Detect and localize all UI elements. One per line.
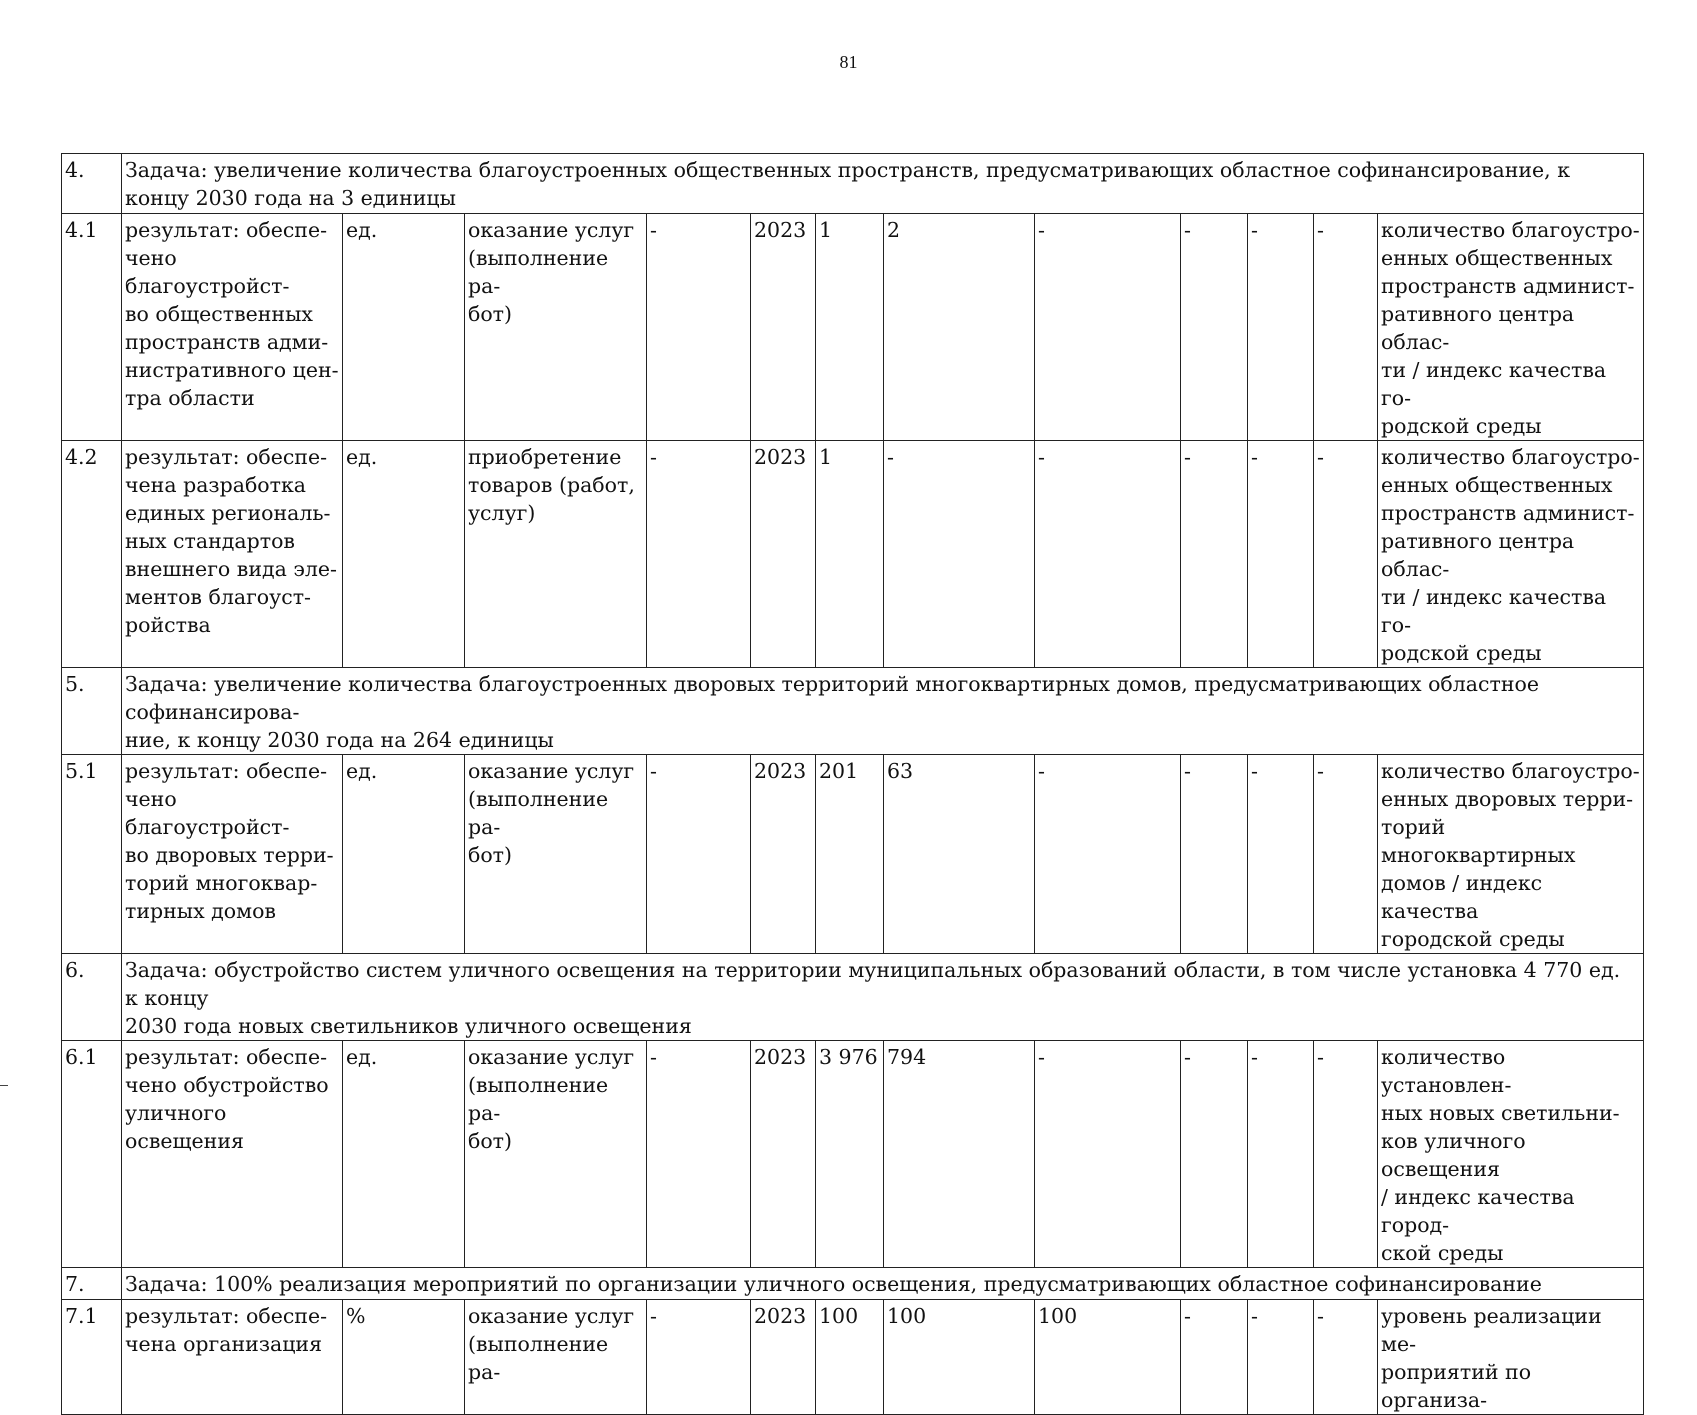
result-row (62, 755, 1644, 954)
value-2028: - (1248, 214, 1314, 441)
task-text: Задача: обустройство систем уличного освещения на территории муниципальных образований области, в том числе установка 4 770 ед. к концу 2030 года новых светильников уличного освещения (122, 954, 1644, 1041)
value-2024: 1 (816, 441, 884, 668)
task-row (62, 668, 1644, 755)
value-2026: - (1035, 214, 1181, 441)
value-2028: - (1248, 441, 1314, 668)
row-number: 4.1 (62, 214, 122, 441)
result-kind: оказание услуг (выполнение ра- бот) (465, 214, 647, 441)
linked-indicator: количество благоустро- енных общественных пространств админист- ративного центра облас- ти / индекс качества го- родской среды (1378, 441, 1644, 668)
value-2027: - (1181, 441, 1248, 668)
row-number: 5. (62, 668, 122, 755)
value-2025: 794 (884, 1041, 1035, 1268)
linked-indicator: количество благоустро- енных дворовых терри- торий многоквартирных домов / индекс качества городской среды (1378, 755, 1644, 954)
result-row (62, 1300, 1644, 1415)
value-2027: - (1181, 1041, 1248, 1268)
unit-cell: ед. (343, 441, 465, 668)
value-2028: - (1248, 755, 1314, 954)
value-2025: - (884, 441, 1035, 668)
task-text: Задача: 100% реализация мероприятий по организации уличного освещения, предусматривающих областное софинансирование (122, 1268, 1644, 1300)
value-2025: 63 (884, 755, 1035, 954)
unit-cell: % (343, 1300, 465, 1415)
unit-cell: ед. (343, 214, 465, 441)
value-2029: - (1314, 214, 1378, 441)
result-kind: приобретение товаров (работ, услуг) (465, 441, 647, 668)
value-2029: - (1314, 1041, 1378, 1268)
result-row (62, 214, 1644, 441)
value-2025: 100 (884, 1300, 1035, 1415)
row-number: 7. (62, 1268, 122, 1300)
value-2024: 201 (816, 755, 884, 954)
result-row (62, 1041, 1644, 1268)
value-2029: - (1314, 755, 1378, 954)
task-text: Задача: увеличение количества благоустроенных общественных пространств, предусматривающих областное софинансирование, к концу 2030 года на 3 единицы (122, 154, 1644, 214)
result-kind: оказание услуг (выполнение ра- бот) (465, 1041, 647, 1268)
base-value: - (647, 1041, 751, 1268)
task-row (62, 954, 1644, 1041)
base-value: - (647, 1300, 751, 1415)
result-description: результат: обеспе- чена разработка единых региональ- ных стандартов внешнего вида эле- ментов благоуст- ройства (122, 441, 343, 668)
value-2024: 1 (816, 214, 884, 441)
unit-cell: ед. (343, 755, 465, 954)
base-year: 2023 (751, 1041, 816, 1268)
value-2027: - (1181, 214, 1248, 441)
base-value: - (647, 214, 751, 441)
value-2025: 2 (884, 214, 1035, 441)
value-2028: - (1248, 1041, 1314, 1268)
value-2026: - (1035, 1041, 1181, 1268)
value-2024: 100 (816, 1300, 884, 1415)
result-kind: оказание услуг (выполнение ра- (465, 1300, 647, 1415)
value-2026: - (1035, 755, 1181, 954)
base-year: 2023 (751, 755, 816, 954)
value-2024: 3 976 (816, 1041, 884, 1268)
row-number: 4. (62, 154, 122, 214)
value-2027: - (1181, 755, 1248, 954)
result-description: результат: обеспе- чено обустройство уличного освещения (122, 1041, 343, 1268)
row-number: 6.1 (62, 1041, 122, 1268)
row-number: 5.1 (62, 755, 122, 954)
task-row (62, 1268, 1644, 1300)
program-table (61, 153, 1644, 1415)
task-row (62, 154, 1644, 214)
result-row (62, 441, 1644, 668)
unit-cell: ед. (343, 1041, 465, 1268)
result-description: результат: обеспе- чено благоустройст- во общественных пространств адми- нистративного цен- тра области (122, 214, 343, 441)
linked-indicator: уровень реализации ме- роприятий по организа- (1378, 1300, 1644, 1415)
base-year: 2023 (751, 214, 816, 441)
task-text: Задача: увеличение количества благоустроенных дворовых территорий многоквартирных домов, предусматривающих областное софинансирова- ние, к концу 2030 года на 264 единицы (122, 668, 1644, 755)
value-2026: - (1035, 441, 1181, 668)
result-kind: оказание услуг (выполнение ра- бот) (465, 755, 647, 954)
linked-indicator: количество установлен- ных новых светильни- ков уличного освещения / индекс качества город- ской среды (1378, 1041, 1644, 1268)
value-2028: - (1248, 1300, 1314, 1415)
value-2026: 100 (1035, 1300, 1181, 1415)
row-number: 7.1 (62, 1300, 122, 1415)
result-description: результат: обеспе- чено благоустройст- во дворовых терри- торий многоквар- тирных домов (122, 755, 343, 954)
value-2029: - (1314, 1300, 1378, 1415)
scan-margin-mark (0, 1085, 8, 1086)
value-2029: - (1314, 441, 1378, 668)
linked-indicator: количество благоустро- енных общественных пространств админист- ративного центра облас- ти / индекс качества го- родской среды (1378, 214, 1644, 441)
base-value: - (647, 755, 751, 954)
result-description: результат: обеспе- чена организация (122, 1300, 343, 1415)
row-number: 4.2 (62, 441, 122, 668)
base-year: 2023 (751, 441, 816, 668)
value-2027: - (1181, 1300, 1248, 1415)
base-year: 2023 (751, 1300, 816, 1415)
page-number: 81 (839, 52, 858, 72)
row-number: 6. (62, 954, 122, 1041)
base-value: - (647, 441, 751, 668)
